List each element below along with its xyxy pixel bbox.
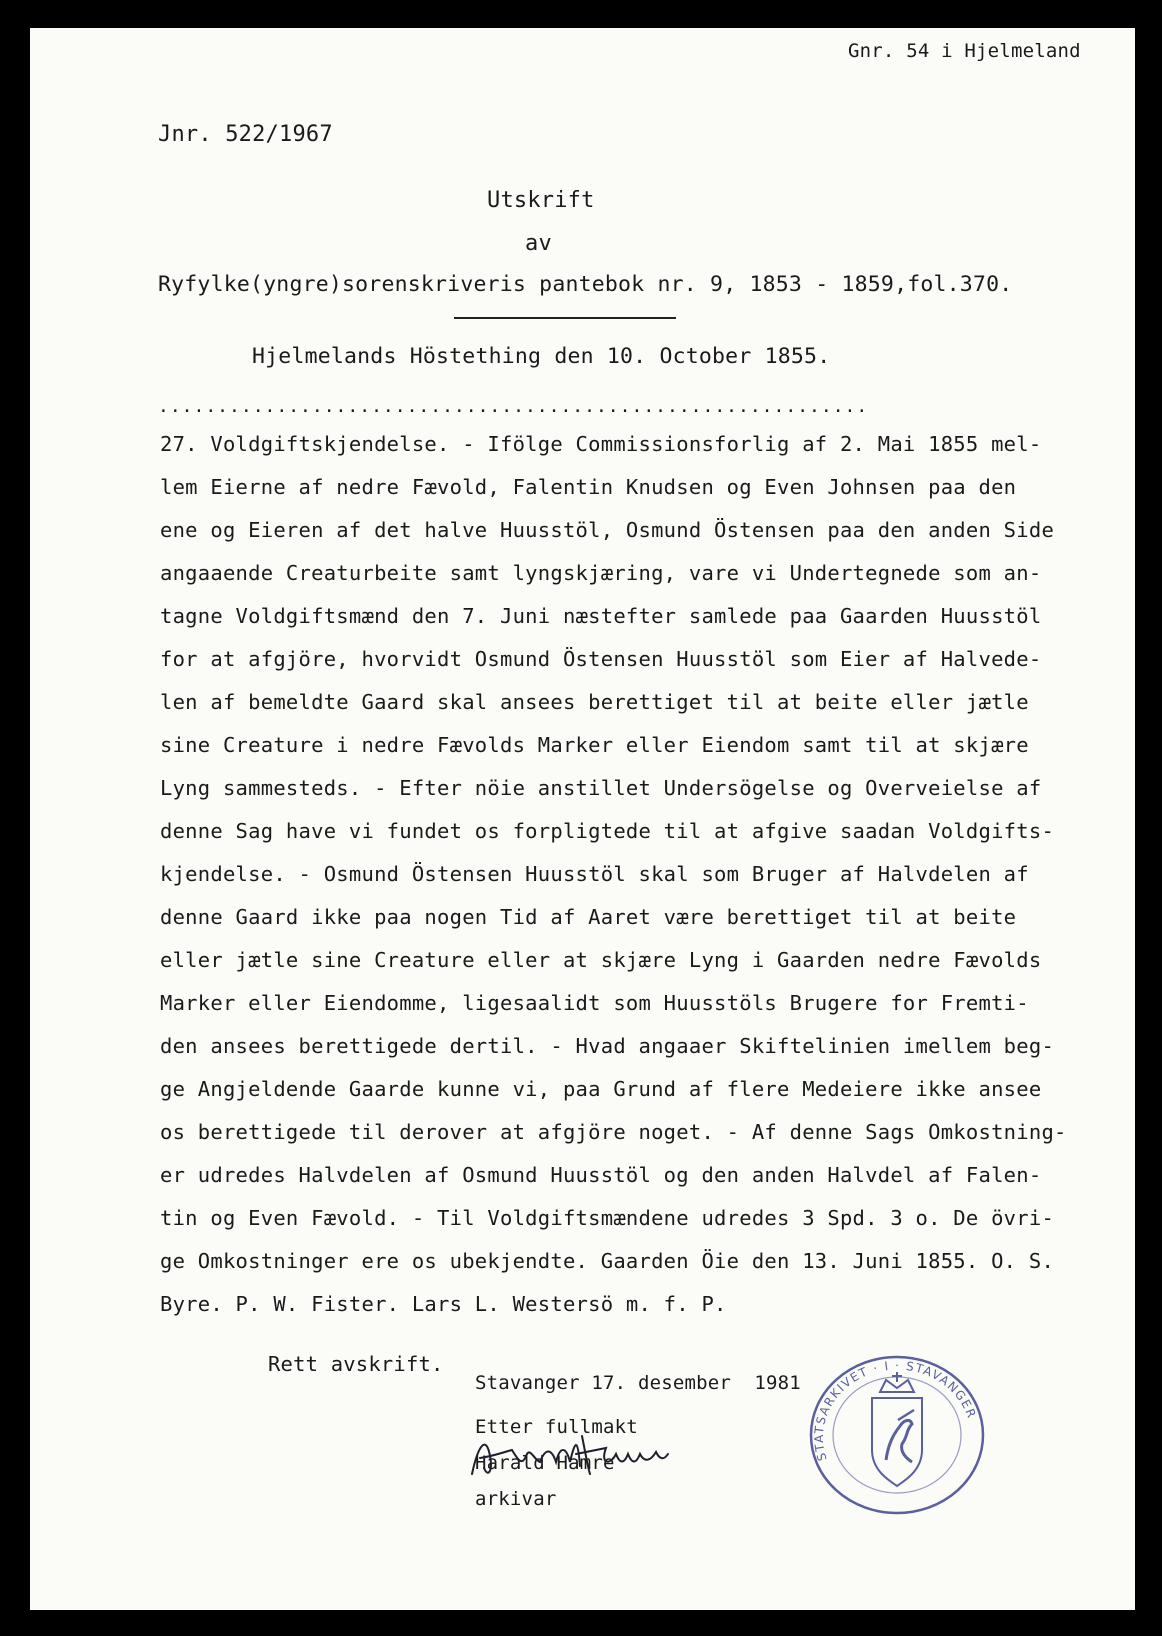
body-line: angaaende Creaturbeite samt lyngskjæring, vare vi Undertegnede som an- <box>160 561 1042 585</box>
signatory-title: arkivar <box>475 1488 557 1510</box>
signatory-name: Harald Hamre <box>475 1452 615 1474</box>
body-line: os berettigede til derover at afgjöre noget. - Af denne Sags Omkostning- <box>160 1120 1067 1144</box>
handwritten-signature <box>460 1416 670 1496</box>
document-page <box>30 28 1135 1610</box>
body-line: eller jætle sine Creature eller at skjære Lyng i Gaarden nedre Fævolds <box>160 948 1042 972</box>
body-line: kjendelse. - Osmund Östensen Huusstöl skal som Bruger af Halvdelen af <box>160 862 1029 886</box>
body-line: sine Creature i nedre Fævolds Marker eller Eiendom samt til at skjære <box>160 733 1029 757</box>
body-line: ge Omkostninger ere os ubekjendte. Gaarden Öie den 13. Juni 1855. O. S. <box>160 1249 1055 1273</box>
body-line: tin og Even Fævold. - Til Voldgiftsmændene udredes 3 Spd. 3 o. De övri- <box>160 1206 1055 1230</box>
body-line: Byre. P. W. Fister. Lars L. Westersö m. f. P. <box>160 1292 727 1316</box>
farm-reference: Gnr. 54 i Hjelmeland <box>848 40 1081 62</box>
body-line: denne Sag have vi fundet os forpligtede til at afgive saadan Voldgifts- <box>160 819 1055 843</box>
body-line: den ansees berettigede dertil. - Hvad angaaer Skiftelinien imellem beg- <box>160 1034 1055 1058</box>
dotted-separator: ............................................................ <box>158 396 869 417</box>
body-line: ge Angjeldende Gaarde kunne vi, paa Grund af flere Medeiere ikke ansee <box>160 1077 1042 1101</box>
source-reference: Ryfylke(yngre)sorenskriveris pantebok nr. 9, 1853 - 1859,fol.370. <box>158 272 1013 297</box>
body-line: Marker eller Eiendomme, ligesaalidt som Huusstöls Brugere for Fremti- <box>160 991 1029 1015</box>
body-line: len af bemeldte Gaard skal ansees berettiget til at beite eller jætle <box>160 690 1029 714</box>
body-line: ene og Eieren af det halve Huusstöl, Osmund Östensen paa den anden Side <box>160 518 1055 542</box>
authority-line: Etter fullmakt <box>475 1416 638 1438</box>
body-line: 27. Voldgiftskjendelse. - Ifölge Commissionsforlig af 2. Mai 1855 mel- <box>160 432 1042 456</box>
court-session: Hjelmelands Höstething den 10. October 1855. <box>252 344 831 369</box>
body-line: er udredes Halvdelen af Osmund Huusstöl og den anden Halvdel af Falen- <box>160 1163 1042 1187</box>
archive-stamp <box>802 1350 992 1520</box>
body-line: tagne Voldgiftsmænd den 7. Juni næstefter samlede paa Gaarden Huusstöl <box>160 604 1042 628</box>
svg-text:STATSARKIVET · I · STAVANGER: STATSARKIVET · I · STAVANGER <box>811 1358 979 1463</box>
pantebok-underline <box>454 317 676 319</box>
body-line: denne Gaard ikke paa nogen Tid af Aaret være berettiget til at beite <box>160 905 1017 929</box>
body-line: lem Eierne af nedre Fævold, Falentin Knudsen og Even Johnsen paa den <box>160 475 1017 499</box>
document-title: Utskrift <box>487 188 595 213</box>
title-av: av <box>525 231 552 256</box>
journal-number: Jnr. 522/1967 <box>158 122 333 147</box>
body-line: Lyng sammesteds. - Efter nöie anstillet Undersögelse og Overveielse af <box>160 776 1042 800</box>
body-line: for at afgjöre, hvorvidt Osmund Östensen Huusstöl som Eier af Halvede- <box>160 647 1042 671</box>
place-date: Stavanger 17. desember 1981 <box>475 1372 801 1394</box>
correct-copy-label: Rett avskrift. <box>268 1352 444 1376</box>
